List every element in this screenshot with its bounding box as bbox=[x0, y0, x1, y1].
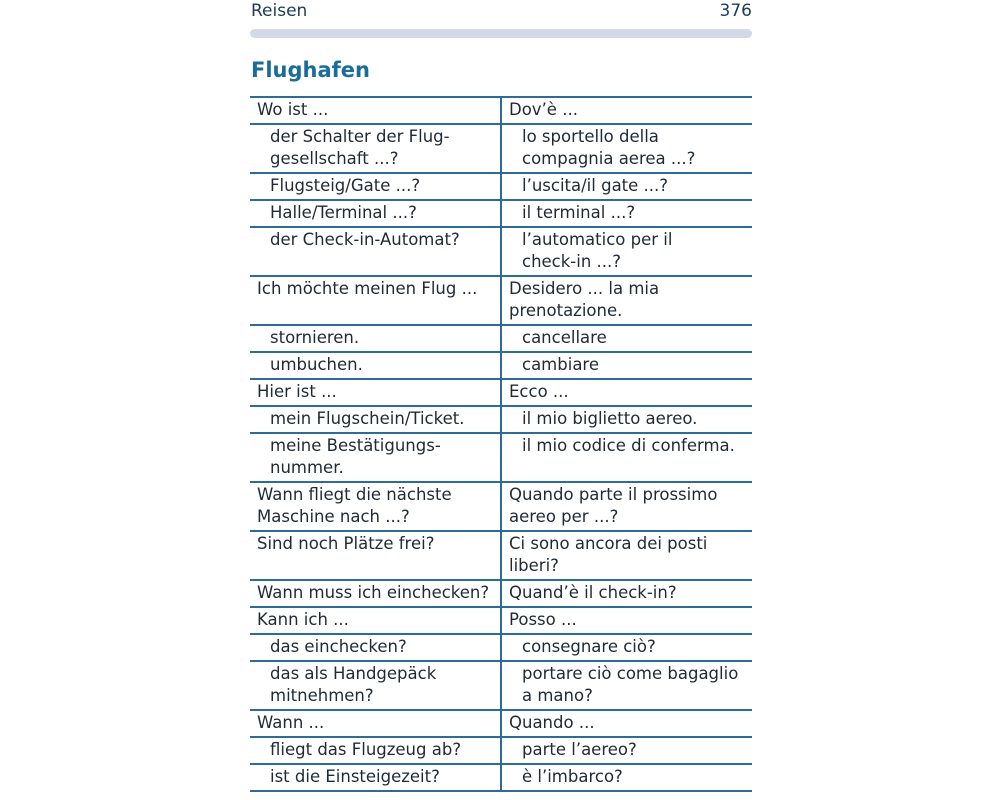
german-phrase-cell bbox=[250, 764, 501, 791]
italian-phrase-cell bbox=[501, 710, 752, 737]
german-phrase: Kann ich ... bbox=[257, 610, 349, 629]
italian-phrase: il terminal ...? bbox=[522, 203, 636, 222]
italian-phrase: l’automatico per il check-in ...? bbox=[522, 230, 673, 271]
italian-phrase-cell bbox=[501, 737, 752, 764]
page-header bbox=[250, 0, 752, 28]
table-row bbox=[250, 661, 752, 710]
italian-phrase-cell bbox=[501, 352, 752, 379]
german-phrase-cell bbox=[250, 227, 501, 276]
german-phrase-cell bbox=[250, 352, 501, 379]
german-phrase-cell bbox=[250, 607, 501, 634]
italian-phrase-cell bbox=[501, 661, 752, 710]
table-row bbox=[250, 580, 752, 607]
german-phrase-cell bbox=[250, 661, 501, 710]
table-row bbox=[250, 634, 752, 661]
german-phrase-cell bbox=[250, 97, 501, 124]
german-phrase: umbuchen. bbox=[270, 355, 363, 374]
italian-phrase: Quando ... bbox=[509, 713, 595, 732]
table-row bbox=[250, 710, 752, 737]
german-phrase-cell bbox=[250, 200, 501, 227]
italian-phrase: consegnare ciò? bbox=[522, 637, 656, 656]
table-row bbox=[250, 379, 752, 406]
phrasebook-page bbox=[250, 0, 752, 786]
table-row bbox=[250, 97, 752, 124]
italian-phrase: il mio codice di conferma. bbox=[522, 436, 735, 455]
table-row bbox=[250, 607, 752, 634]
table-row bbox=[250, 406, 752, 433]
header-divider-bar bbox=[250, 29, 752, 38]
italian-phrase: è l’imbarco? bbox=[522, 767, 623, 786]
german-phrase: Halle/Terminal ...? bbox=[270, 203, 417, 222]
german-phrase-cell bbox=[250, 379, 501, 406]
italian-phrase-cell bbox=[501, 607, 752, 634]
italian-phrase-cell bbox=[501, 97, 752, 124]
german-phrase: Wann ... bbox=[257, 713, 325, 732]
italian-phrase: Ecco ... bbox=[509, 382, 569, 401]
german-phrase: meine Bestätigungs- nummer. bbox=[270, 436, 441, 477]
german-phrase: Wann muss ich einchecken? bbox=[257, 583, 490, 602]
german-phrase: das einchecken? bbox=[270, 637, 407, 656]
section-title: Reisen bbox=[251, 1, 308, 21]
table-row bbox=[250, 531, 752, 580]
italian-phrase: Ci sono ancora dei posti liberi? bbox=[509, 534, 708, 575]
german-phrase-cell bbox=[250, 531, 501, 580]
table-row bbox=[250, 276, 752, 325]
german-phrase-cell bbox=[250, 634, 501, 661]
german-phrase: Wann fliegt die nächste Maschine nach ...? bbox=[257, 485, 452, 526]
italian-phrase-cell bbox=[501, 227, 752, 276]
italian-phrase: Desidero ... la mia prenotazione. bbox=[509, 279, 660, 320]
german-phrase-cell bbox=[250, 737, 501, 764]
italian-phrase-cell bbox=[501, 406, 752, 433]
german-phrase: mein Flugschein/Ticket. bbox=[270, 409, 465, 428]
italian-phrase-cell bbox=[501, 482, 752, 531]
italian-phrase: l’uscita/il gate ...? bbox=[522, 176, 669, 195]
italian-phrase: portare ciò come bagaglio a mano? bbox=[522, 664, 739, 705]
italian-phrase: parte l’aereo? bbox=[522, 740, 637, 759]
german-phrase: fliegt das Flugzeug ab? bbox=[270, 740, 462, 759]
italian-phrase-cell bbox=[501, 531, 752, 580]
italian-phrase-cell bbox=[501, 634, 752, 661]
italian-phrase: Posso ... bbox=[509, 610, 577, 629]
table-row bbox=[250, 200, 752, 227]
italian-phrase-cell bbox=[501, 433, 752, 482]
italian-phrase: Quand’è il check-in? bbox=[509, 583, 677, 602]
german-phrase-cell bbox=[250, 710, 501, 737]
italian-phrase-cell bbox=[501, 764, 752, 791]
italian-phrase: Quando parte il prossimo aereo per ...? bbox=[509, 485, 718, 526]
italian-phrase: Dov’è ... bbox=[509, 100, 578, 119]
german-phrase: Ich möchte meinen Flug ... bbox=[257, 279, 478, 298]
table-row bbox=[250, 352, 752, 379]
italian-phrase-cell bbox=[501, 276, 752, 325]
german-phrase: das als Handgepäck mitnehmen? bbox=[270, 664, 437, 705]
german-phrase: Wo ist ... bbox=[257, 100, 329, 119]
german-phrase-cell bbox=[250, 433, 501, 482]
italian-phrase: lo sportello della compagnia aerea ...? bbox=[522, 127, 696, 168]
italian-phrase: il mio biglietto aereo. bbox=[522, 409, 698, 428]
italian-phrase-cell bbox=[501, 124, 752, 173]
german-phrase-cell bbox=[250, 276, 501, 325]
italian-phrase-cell bbox=[501, 580, 752, 607]
german-phrase-cell bbox=[250, 482, 501, 531]
german-phrase-cell bbox=[250, 173, 501, 200]
german-phrase-cell bbox=[250, 580, 501, 607]
italian-phrase-cell bbox=[501, 173, 752, 200]
german-phrase-cell bbox=[250, 406, 501, 433]
german-phrase: Hier ist ... bbox=[257, 382, 337, 401]
phrase-table bbox=[250, 96, 752, 792]
german-phrase: der Check-in-Automat? bbox=[270, 230, 460, 249]
italian-phrase: cambiare bbox=[522, 355, 599, 374]
german-phrase: der Schalter der Flug- gesellschaft ...? bbox=[270, 127, 450, 168]
german-phrase: Sind noch Plätze frei? bbox=[257, 534, 435, 553]
table-row bbox=[250, 325, 752, 352]
table-row bbox=[250, 433, 752, 482]
table-row bbox=[250, 173, 752, 200]
italian-phrase-cell bbox=[501, 325, 752, 352]
table-row bbox=[250, 737, 752, 764]
italian-phrase: cancellare bbox=[522, 328, 607, 347]
italian-phrase-cell bbox=[501, 200, 752, 227]
german-phrase-cell bbox=[250, 325, 501, 352]
table-row bbox=[250, 124, 752, 173]
german-phrase-cell bbox=[250, 124, 501, 173]
italian-phrase-cell bbox=[501, 379, 752, 406]
table-row bbox=[250, 227, 752, 276]
german-phrase: Flugsteig/Gate ...? bbox=[270, 176, 421, 195]
table-row bbox=[250, 764, 752, 791]
page-title: Flughafen bbox=[251, 58, 370, 82]
page-number: 376 bbox=[719, 1, 752, 21]
table-row bbox=[250, 482, 752, 531]
german-phrase: ist die Einsteigezeit? bbox=[270, 767, 440, 786]
german-phrase: stornieren. bbox=[270, 328, 360, 347]
